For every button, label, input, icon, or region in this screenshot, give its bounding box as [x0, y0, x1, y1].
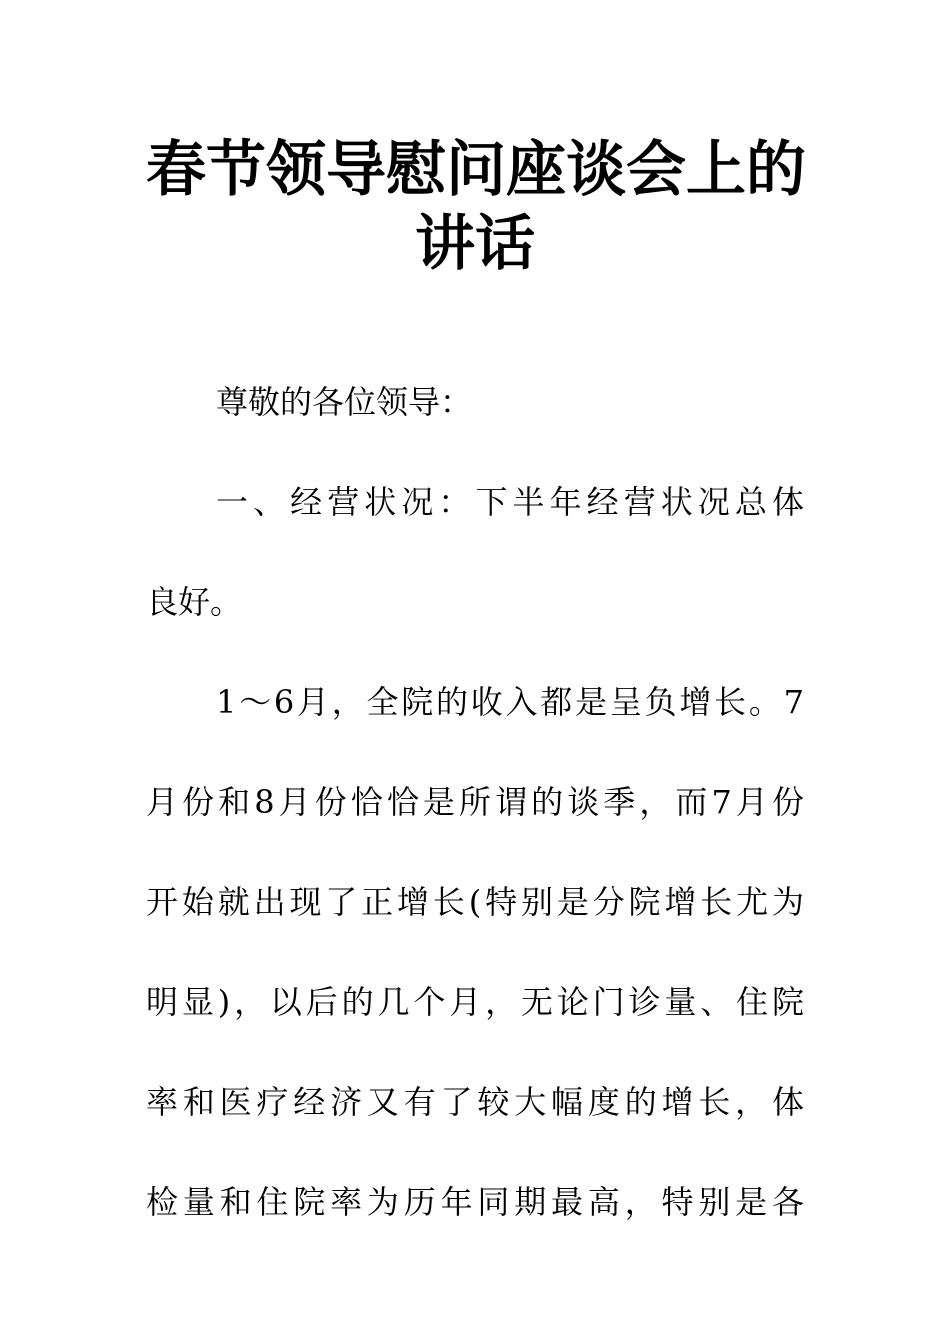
body-line: 开始就出现了正增长(特别是分院增长尤为	[146, 883, 804, 921]
body-line: 月份和8月份恰恰是所谓的谈季，而7月份	[146, 783, 804, 821]
body-line: 检量和住院率为历年同期最高，特别是各	[146, 1183, 804, 1221]
body-line: 1～6月，全院的收入都是呈负增长。7	[216, 683, 804, 721]
body-line: 良好。	[146, 583, 243, 621]
document-title-line-1: 春节领导慰问座谈会上的	[146, 135, 806, 205]
body-line: 一、经营状况：下半年经营状况总体	[216, 483, 804, 521]
body-line: 明显)，以后的几个月，无论门诊量、住院	[146, 983, 804, 1021]
salutation: 尊敬的各位领导：	[216, 383, 473, 421]
body-line: 率和医疗经济又有了较大幅度的增长，体	[146, 1083, 804, 1121]
document-title-line-2: 讲话	[415, 209, 535, 279]
